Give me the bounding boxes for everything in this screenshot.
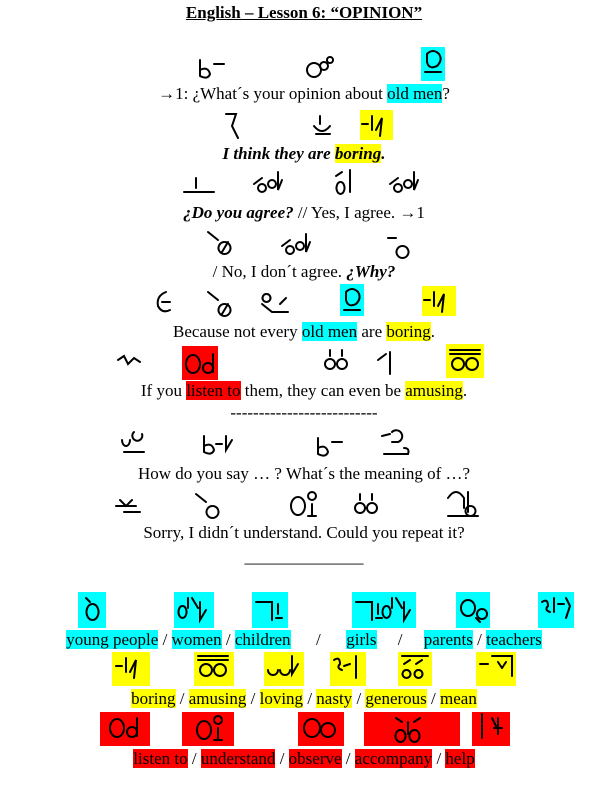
sign-glyph — [291, 492, 316, 516]
sign-glyph — [318, 438, 342, 456]
highlight-box — [472, 712, 510, 746]
sign-glyph — [262, 294, 288, 312]
because-line: Because not every old men are boring. — [172, 322, 436, 341]
sign-glyph — [336, 170, 350, 194]
highlight-box — [398, 652, 432, 686]
sign-glyph — [388, 238, 409, 258]
vocab-item: listen to — [133, 749, 188, 768]
sign-glyph — [200, 60, 224, 78]
vocab-item: children — [234, 630, 291, 649]
topic-highlight: old men — [301, 322, 358, 341]
adjective-highlight: amusing — [405, 381, 463, 400]
verb-highlight: listen to — [186, 381, 241, 400]
sign-glyph — [282, 234, 310, 254]
adjective-highlight: boring — [386, 322, 431, 341]
highlight-box — [352, 592, 416, 628]
if-line: If you listen to them, they can even be amusing. — [140, 381, 468, 400]
sign-glyph — [314, 116, 330, 134]
sign-glyph — [378, 352, 390, 374]
agree-line — [0, 202, 608, 224]
vocab-people-row: young people / women / children / girls / parents / teachers — [66, 630, 542, 649]
vocab-item: help — [445, 749, 475, 768]
question-text: →1: ¿What´s your opinion about — [158, 84, 388, 103]
why-question: ¿Why? — [346, 262, 396, 281]
agree-answer: // Yes, I agree. →1 — [293, 203, 425, 222]
sign-glyph — [184, 178, 214, 192]
vocab-item: mean — [440, 689, 477, 708]
sign-glyph — [226, 114, 238, 138]
sorry-line: Sorry, I didn´t understand. Could you repeat it? — [143, 523, 465, 542]
adjective-highlight: boring — [334, 144, 382, 163]
disagree-answer: / No, I don´t agree. — [212, 262, 347, 281]
how-line: How do you say … ? What´s the meaning of …? — [137, 464, 471, 483]
answer-line: I think they are boring. — [222, 144, 386, 163]
vocab-item: amusing — [188, 689, 247, 708]
sign-glyph — [254, 172, 282, 192]
highlight-box — [264, 652, 304, 686]
vocab-item: boring — [131, 689, 176, 708]
vocab-item: generous — [365, 689, 427, 708]
dashed-divider: -------------------------- — [230, 403, 378, 422]
highlight-box — [100, 712, 150, 746]
vocab-item: girls — [346, 630, 377, 649]
answer-text: I think they are — [222, 144, 335, 163]
sign-glyph — [118, 356, 140, 364]
highlight-box — [78, 592, 106, 628]
sign-glyph — [116, 500, 140, 512]
vocab-item: teachers — [486, 630, 542, 649]
vocab-item: understand — [200, 749, 276, 768]
sign-glyph — [204, 436, 232, 454]
sign-glyph — [208, 292, 231, 316]
highlight-box — [330, 652, 366, 686]
highlight-box — [421, 47, 445, 81]
topic-highlight: old men — [387, 84, 443, 103]
page-title: English – Lesson 6: “OPINION” — [185, 3, 423, 22]
sign-glyph — [122, 432, 144, 452]
vocab-item: parents — [423, 630, 473, 649]
vocab-item: observe — [288, 749, 342, 768]
sign-glyph — [355, 494, 377, 513]
agree-question: ¿Do you agree? — [183, 203, 294, 222]
highlight-box — [476, 652, 516, 686]
sign-glyph — [390, 172, 418, 192]
sign-glyph — [325, 350, 347, 369]
sign-glyph — [196, 494, 219, 518]
vocab-item: loving — [259, 689, 304, 708]
disagree-line — [0, 261, 608, 283]
vocab-item: accompany — [354, 749, 433, 768]
highlight-box — [174, 592, 214, 628]
highlight-box — [182, 712, 234, 746]
highlight-box — [252, 592, 288, 628]
vocab-item: nasty — [316, 689, 353, 708]
sign-glyph — [382, 430, 409, 454]
vocab-item: young people — [66, 630, 159, 649]
sign-glyph — [158, 292, 170, 311]
horizontal-rule: ——————— — [244, 553, 364, 572]
vocab-adjective-row: boring / amusing / loving / nasty / generous / mean — [131, 689, 477, 708]
vocab-verb-row: listen to / understand / observe / accompany / help — [133, 749, 475, 768]
sign-glyph — [307, 57, 333, 77]
sign-glyph — [448, 492, 478, 516]
sign-glyph — [208, 232, 231, 254]
question-line: →1: ¿What´s your opinion about old men? — [158, 84, 450, 103]
vocab-item: women — [171, 630, 222, 649]
